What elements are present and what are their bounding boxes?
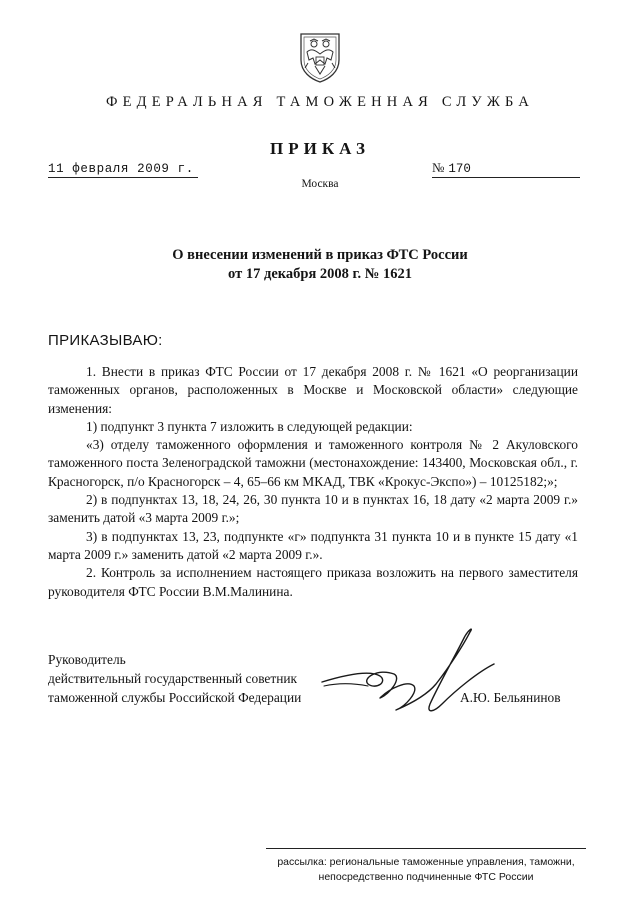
paragraph-2: 1) подпункт 3 пункта 7 изложить в следующей редакции: [86,418,413,434]
signatory-position [48,650,301,707]
distribution-line-1: рассылка: региональные таможенные управления, таможни, [277,856,575,868]
signatory-line-1: Руководитель [48,652,126,667]
signatory-line-3: таможенной службы Российской Федерации [48,690,302,705]
order-body [48,363,578,601]
title-line-2: от 17 декабря 2008 г. № 1621 [228,266,412,282]
number-value: 170 [448,162,471,176]
paragraph-1: 1. Внести в приказ ФТС России от 17 декабря 2008 г. № 1621 «О реорганизации таможенных органов, расположенных в Москве и Московской области» следующие изменения: [48,364,578,416]
title-line-1: О внесении изменений в приказ ФТС России [172,247,468,263]
distribution-line-2: непосредственно подчиненные ФТС России [318,871,534,883]
coat-of-arms-emblem [297,30,343,84]
order-date: 11 февраля 2009 г. [48,162,198,178]
paragraph-3: «3) отделу таможенного оформления и таможенного контроля № 2 Акуловского таможенного поста Зеленоградской таможни (местонахождение: 143400, Московская обл., г. Красногорск, п/о Красногорск – 4, 65–66 км МКАД, ТВК «Крокус-Экспо») – 10125182;»; [48,437,578,489]
document-type: ПРИКАЗ [270,139,370,158]
order-number [432,160,580,178]
city: Москва [301,178,339,190]
paragraph-4: 2) в подпунктах 13, 18, 24, 26, 30 пункта 10 и в пунктах 16, 18 дату «2 марта 2009 г.» заменить датой «3 марта 2009 г.»; [48,492,578,526]
paragraph-6: 2. Контроль за исполнением настоящего приказа возложить на первого заместителя руководителя ФТС России В.М.Малинина. [48,565,578,599]
agency-name: ФЕДЕРАЛЬНАЯ ТАМОЖЕННАЯ СЛУЖБА [105,94,535,110]
number-sign: № [432,160,445,175]
document-title [0,246,640,284]
distribution-list [266,848,586,885]
paragraph-5: 3) в подпунктах 13, 23, подпункте «г» подпункта 31 пункта 10 и в пункте 15 дату «1 марта 2009 г.» заменить датой «2 марта 2009 г.». [48,528,578,562]
signatory-line-2: действительный государственный советник [48,671,298,686]
signatory-name: А.Ю. Бельянинов [460,690,561,705]
orders-word: ПРИКАЗЫВАЮ: [48,332,163,349]
handwritten-signature [318,624,498,728]
